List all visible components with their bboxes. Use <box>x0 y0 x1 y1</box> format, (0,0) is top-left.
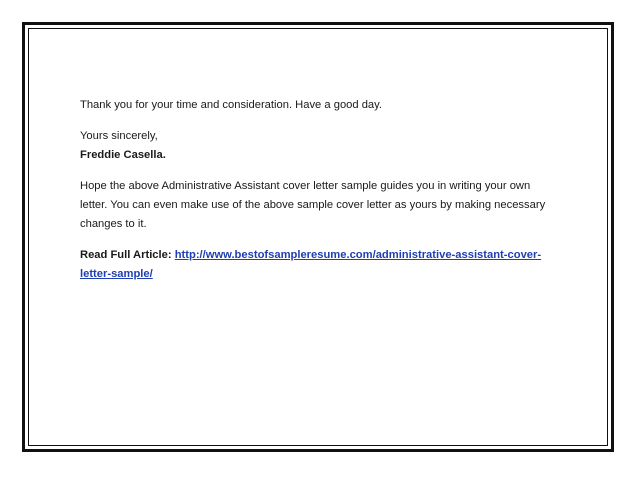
signature-name: Freddie Casella. <box>80 149 166 161</box>
letter-body <box>80 96 550 296</box>
read-more-label: Read Full Article: <box>80 249 172 261</box>
read-more-block <box>80 246 550 284</box>
article-link[interactable]: http://www.bestofsampleresume.com/administrative-assistant-cover-letter-sample/ <box>80 249 542 280</box>
signoff-block <box>80 127 550 165</box>
closing-line: Thank you for your time and consideration. Have a good day. <box>80 99 383 111</box>
note-paragraph: Hope the above Administrative Assistant cover letter sample guides you in writing your own letter. You can even make use of the above sample cover letter as yours by making necessary changes to it. <box>80 180 546 230</box>
signoff-text: Yours sincerely, <box>80 130 158 142</box>
